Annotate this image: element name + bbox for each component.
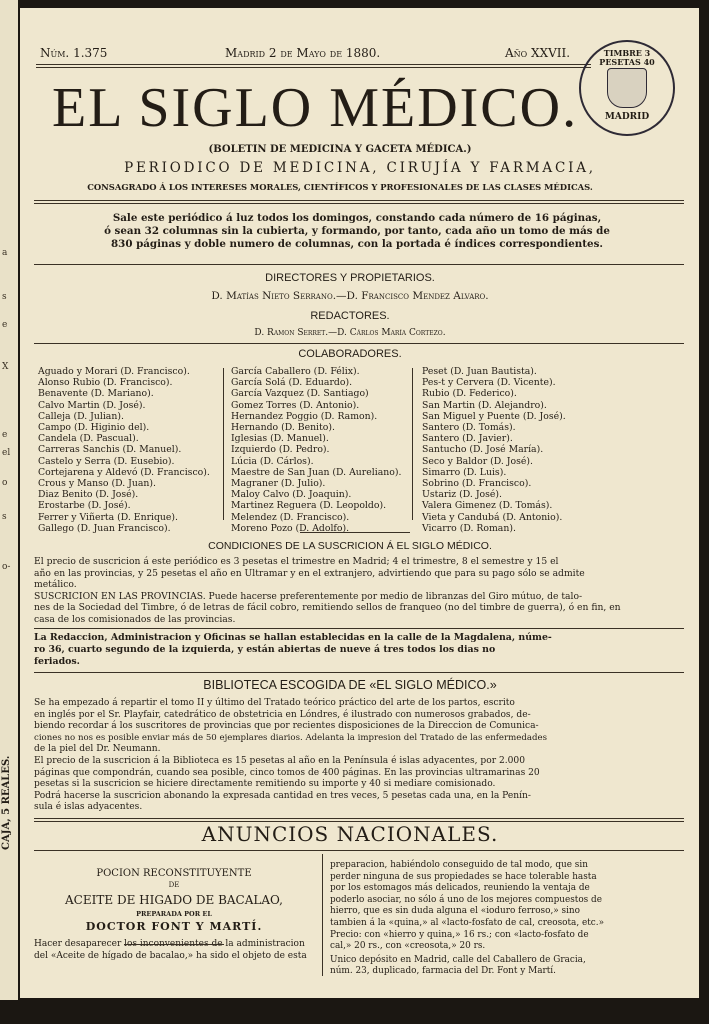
conditions-line: metálico. <box>34 579 77 591</box>
edge-letter: s <box>2 292 7 302</box>
contributor: Cortejarena y Aldevó (D. Francisco). <box>38 466 210 478</box>
office-line: ro 36, cuarto segundo de la izquierda, y están abiertas de nueve á tres todos los dias no <box>34 644 496 655</box>
library-line: pesetas si la suscricion se hiciere directamente remitiendo su importe y 40 si mediare comisionado. <box>34 779 496 790</box>
contributor: Maestre de San Juan (D. Aureliano). <box>231 466 402 478</box>
contributors-heading: COLABORADORES. <box>298 348 402 360</box>
contributor: Alonso Rubio (D. Francisco). <box>38 377 173 389</box>
masthead-rule <box>34 200 684 204</box>
contributor: Moreno Pozo (D. Adolfo). <box>231 522 350 534</box>
ad-line: POCION RECONSTITUYENTE <box>96 868 252 879</box>
ad-body-line: cal,» 20 rs., con «creosota,» 20 rs. <box>330 941 486 952</box>
ad-body-line: Precio: con «hierro y quina,» 16 rs.; con «lacto-fosfato de <box>330 929 589 940</box>
contributor: Ustariz (D. José). <box>422 489 502 501</box>
ad-small-rule <box>124 944 224 945</box>
office-notice <box>34 632 690 668</box>
ad-body-line: preparacion, habiéndolo conseguido de tal modo, que sin <box>330 860 588 870</box>
ad-depot-line: Unico depósito en Madrid, calle del Caballero de Gracia, <box>330 954 586 965</box>
stamp-top-text: TIMBRE 3 PESETAS 40 <box>599 48 655 67</box>
library-heading: BIBLIOTECA ESCOGIDA DE «EL SIGLO MÉDICO.» <box>203 678 497 692</box>
notice-line: ó sean 32 columnas sin la cubierta, y formando, por tanto, cada año un tomo de más de <box>104 225 610 237</box>
contributor: García Vazquez (D. Santiago) <box>231 388 369 400</box>
column-divider <box>223 368 224 520</box>
staff-rule <box>34 343 684 344</box>
contributor: Gomez Torres (D. Antonio). <box>231 399 360 411</box>
conditions-line: casa de los comisionados de las provincias. <box>34 613 236 625</box>
ads-heading: ANUNCIOS NACIONALES. <box>201 822 499 846</box>
conditions-heading: CONDICIONES DE LA SUSCRICION Á EL SIGLO MÉDICO. <box>208 540 492 552</box>
contributor: García Solá (D. Eduardo). <box>231 377 353 389</box>
contributor: Lúcia (D. Cárlos). <box>231 455 314 467</box>
contributor: Sobrino (D. Francisco). <box>422 478 532 490</box>
conditions-block <box>34 556 690 626</box>
office-line: feriados. <box>34 656 80 667</box>
ad-body-line: tambien á la «quina,» al «lacto-fosfato de cal, creosota, etc.» <box>330 917 605 928</box>
edge-letter: X <box>2 362 9 372</box>
contributor: Calvo Martin (D. José). <box>38 399 146 411</box>
issue-year: Año XXVII. <box>505 46 571 60</box>
contributors-column-1 <box>38 366 234 534</box>
office-line: La Redaccion, Administracion y Oficinas se hallan establecidas en la calle de la Magdalena, núme- <box>34 632 552 643</box>
contributor: Melendez (D. Francisco). <box>231 511 350 523</box>
ad-depot-line: núm. 23, duplicado, farmacia del Dr. Font y Martí. <box>330 966 556 977</box>
contributor: Gallego (D. Juan Francisco). <box>38 522 171 534</box>
contributor: Pes-t y Cervera (D. Vicente). <box>422 377 556 389</box>
contributors-column-3 <box>422 366 672 534</box>
ad-body-line: por los estomagos más delicados, reuniendo la ventaja de <box>330 883 590 894</box>
publication-notice <box>32 212 682 251</box>
notice-line: 830 páginas y doble numero de columnas, con la portada é índices correspondientes. <box>110 238 603 250</box>
contributor: San Martin (D. Alejandro). <box>422 399 547 411</box>
newspaper-dedication: CONSAGRADO Á LOS INTERESES MORALES, CIENTÍFICOS Y PROFESIONALES DE LAS CLASES MÉDICAS. <box>87 182 593 192</box>
contributor: Castelo y Serra (D. Eusebio). <box>38 455 175 467</box>
contributor: Hernando (D. Benito). <box>231 422 335 434</box>
contributor: García Caballero (D. Félix). <box>231 366 360 377</box>
contributor: Simarro (D. Luis). <box>422 466 507 478</box>
ad-doctor-name: DOCTOR FONT Y MARTÍ. <box>85 920 263 933</box>
contributor: Diaz Benito (D. José). <box>38 489 139 501</box>
contributor: Erostarbe (D. José). <box>38 500 131 512</box>
previous-page-edge <box>0 0 18 1000</box>
contributor: Santero (D. Tomás). <box>422 422 516 434</box>
contributor: Ferrer y Viñerta (D. Enrique). <box>38 511 179 523</box>
notice-rule <box>34 264 684 265</box>
contributor: Vicarro (D. Roman). <box>422 522 516 534</box>
contributor: Santero (D. Javier). <box>422 433 513 445</box>
newspaper-subtitle: (BOLETIN DE MEDICINA Y GACETA MÉDICA.) <box>208 144 472 155</box>
contributors-column-2 <box>231 366 409 534</box>
library-line: Podrá hacerse la suscricion abonando la expresada cantidad en tres veces, 5 pesetas cada una, en la Penín- <box>34 790 531 801</box>
library-block <box>34 698 690 814</box>
contributor: Vieta y Candubá (D. Antonio). <box>422 511 563 523</box>
contributor: Magraner (D. Julio). <box>231 478 326 490</box>
library-line: sula é islas adyacentes. <box>34 802 143 813</box>
contributor: Valera Gimenez (D. Tomás). <box>422 500 553 512</box>
contributor: Seco y Baldor (D. José). <box>422 455 533 467</box>
directors-heading: DIRECTORES Y PROPIETARIOS. <box>265 272 435 284</box>
office-rule <box>34 672 684 673</box>
edge-letter: e <box>2 320 8 330</box>
library-line: El precio de la suscricion á la Biblioteca es 15 pesetas al año en la Península é islas adyacentes, por 2.000 <box>34 755 525 766</box>
conditions-line: año en las provincias, y 25 pesetas el año en Ultramar y en el extranjero, advirtiendo que para su pago sólo se admite <box>34 567 585 579</box>
contributor: Maloy Calvo (D. Joaquin). <box>231 489 352 501</box>
contributor: Hernandez Poggio (D. Ramon). <box>231 410 378 422</box>
contributor: Aguado y Morari (D. Francisco). <box>38 366 190 377</box>
edge-letter: a <box>2 248 8 258</box>
contributor: Izquierdo (D. Pedro). <box>231 444 330 456</box>
contributor: Carreras Sanchis (D. Manuel). <box>38 444 182 456</box>
library-line: Se ha empezado á repartir el tomo II y último del Tratado teórico práctico del arte de los partos, escrito <box>34 698 515 708</box>
vertical-price-caption: CAJA, 5 REALES. <box>1 755 12 850</box>
contributor: Calleja (D. Julian). <box>38 410 124 422</box>
library-line: de la piel del Dr. Neumann. <box>34 744 161 755</box>
conditions-line: nes de la Sociedad del Timbre, ó de letras de fácil cobro, remitiendo sellos de franqueo (no del timbre de guerra), ó en fin, en <box>34 602 621 614</box>
contributor: Santucho (D. José María). <box>422 444 544 456</box>
library-line: en inglés por el Sr. Playfair, catedrático de obstetricia en Lóndres, é ilustrado con numerosos grabados, de- <box>34 709 531 720</box>
ad-line: PREPARADA POR EL <box>136 910 212 918</box>
contributor: Iglesias (D. Manuel). <box>231 433 329 445</box>
directors-names: D. Matías Nieto Serrano.—D. Francisco Mendez Alvaro. <box>211 290 489 302</box>
conditions-rule <box>34 628 684 629</box>
notice-line: Sale este periódico á luz todos los domingos, constando cada número de 16 páginas, <box>112 212 602 224</box>
contributor: Martinez Reguera (D. Leopoldo). <box>231 500 387 512</box>
contributor: Candela (D. Pascual). <box>38 433 139 445</box>
ad-body-line: poderlo asociar, no sólo á uno de los mejores compuestos de <box>330 894 602 905</box>
edge-letter: o <box>2 478 8 488</box>
library-line: biendo recordar á los suscritores de provincias que por recientes disposiciones de la Direccion de Comunica- <box>34 721 539 732</box>
newspaper-title: EL SIGLO MÉDICO. <box>52 77 579 139</box>
edge-letter: o- <box>2 562 11 572</box>
tax-stamp <box>579 40 675 136</box>
header-rule <box>36 64 591 68</box>
newspaper-tagline: PERIODICO DE MEDICINA, CIRUJÍA Y FARMACIA, <box>124 160 596 176</box>
ads-rule <box>34 850 684 851</box>
stamp-bottom-text: MADRID <box>604 112 650 122</box>
conditions-line: SUSCRICION EN LAS PROVINCIAS. Puede hacerse preferentemente por medio de libranzas del Giro mútuo, de talo- <box>34 590 583 602</box>
editors-heading: REDACTORES. <box>310 310 390 322</box>
edge-letter: s <box>2 512 7 522</box>
ad-body-line: del «Aceite de hígado de bacalao,» ha sido el objeto de esta <box>34 950 307 961</box>
library-line: ciones no nos es posible enviar más de 50 ejemplares diarios. Adelanta la impresion del Tratado de las enfermedades <box>34 732 547 743</box>
library-line: páginas que compondrán, cuando sea posible, cinco tomos de 400 páginas. En las provincias ultramarinas 20 <box>34 767 540 778</box>
ad-body-line: perder ninguna de sus propiedades se hace tolerable hasta <box>330 871 597 882</box>
contributor: Crous y Manso (D. Juan). <box>38 478 156 490</box>
ad-right <box>330 860 686 978</box>
contributor: Rubio (D. Federico). <box>422 388 517 400</box>
short-rule <box>300 532 410 533</box>
newspaper-page <box>20 8 699 998</box>
editors-names: D. Ramon Serret.—D. Cárlos María Cortezo. <box>254 328 446 338</box>
ad-left <box>34 856 314 962</box>
column-divider <box>412 368 413 520</box>
ad-line: DE <box>168 881 180 889</box>
issue-date: Madrid 2 de Mayo de 1880. <box>225 46 381 60</box>
ad-body-line: hierro, que es sin duda alguna el «ioduro ferroso,» sino <box>330 906 580 917</box>
contributor: San Miguel y Puente (D. José). <box>422 410 566 422</box>
ad-body-line: Hacer desaparecer los inconvenientes de la administracion <box>34 939 305 949</box>
ads-column-divider <box>322 854 323 976</box>
conditions-line: El precio de suscricion á este periódico es 3 pesetas el trimestre en Madrid; 4 el trimestre, 8 el semestre y 15 el <box>34 556 559 567</box>
contributor: Campo (D. Higinio del). <box>38 422 150 434</box>
ad-product-name: ACEITE DE HIGADO DE BACALAO, <box>65 893 283 907</box>
contributor: Peset (D. Juan Bautista). <box>422 366 537 377</box>
coat-of-arms-icon <box>607 68 647 108</box>
edge-letter: el <box>2 448 11 458</box>
issue-number: Núm. 1.375 <box>40 46 108 60</box>
edge-letter: e <box>2 430 8 440</box>
contributor: Benavente (D. Mariano). <box>38 388 154 400</box>
